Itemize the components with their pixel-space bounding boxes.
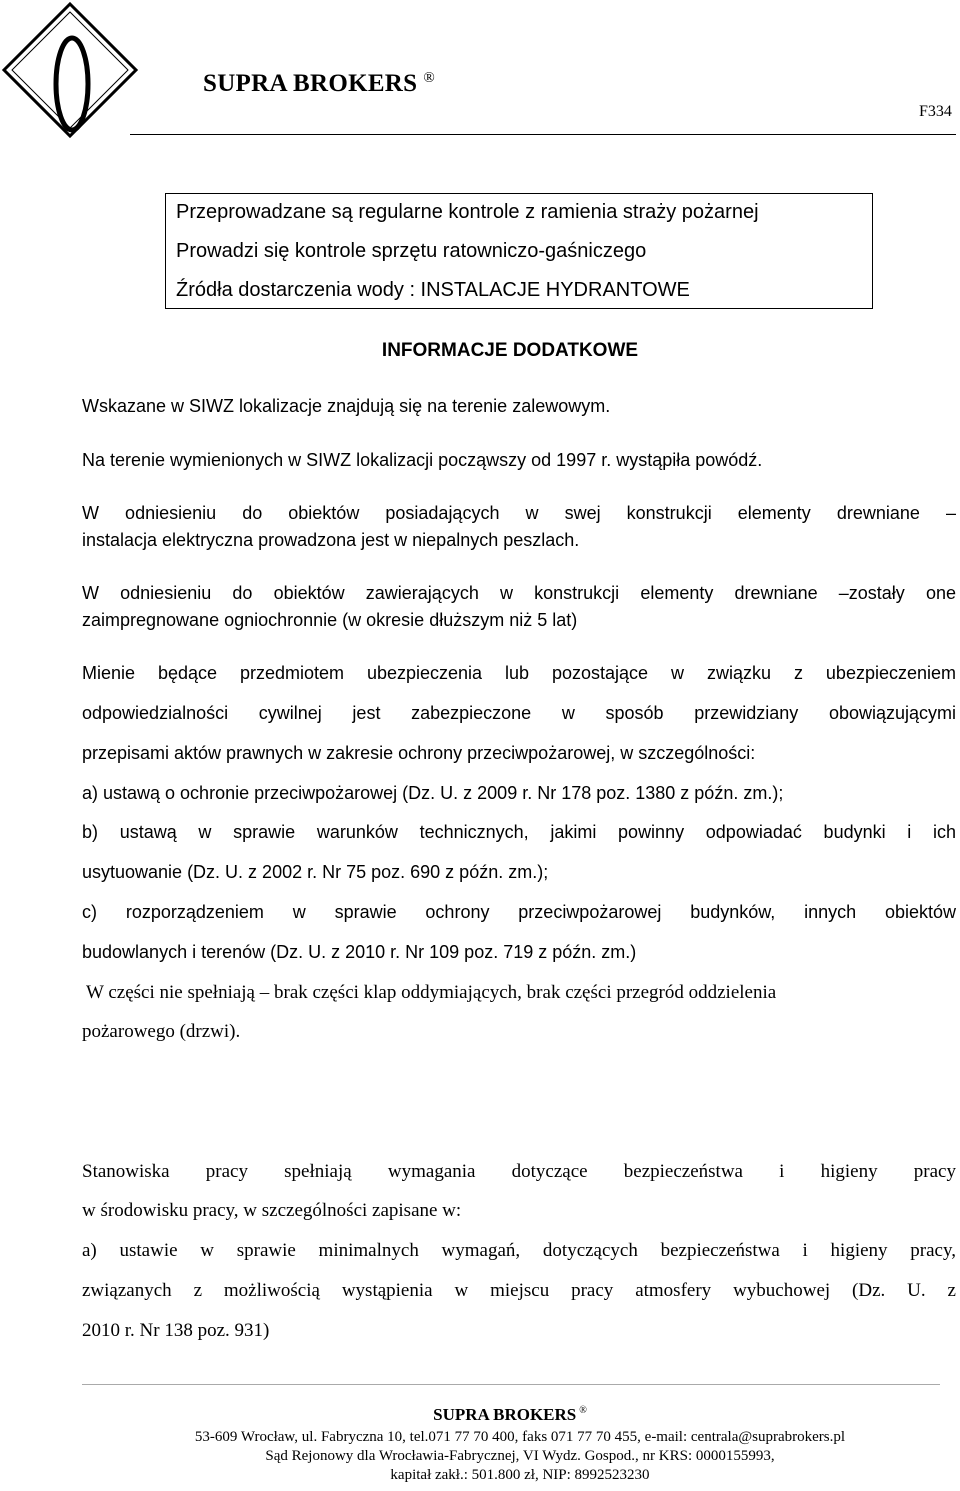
paragraph-workplace-line-2: w środowisku pracy, w szczególności zapisane w:: [82, 1200, 462, 1221]
form-code: F334: [919, 103, 952, 120]
footer-court-registration: Sąd Rejonowy dla Wrocławia-Fabrycznej, VI Wydz. Gospod., nr KRS: 0000155993,: [265, 1448, 775, 1464]
paragraph-impregnation-line-1: W odniesieniu do obiektów zawierających w konstrukcji elementy drewniane –zostały one: [82, 583, 956, 603]
list-item-b-line-2: usytuowanie (Dz. U. z 2002 r. Nr 75 poz. 690 z późn. zm.);: [82, 862, 549, 882]
paragraph-regulation-line-3: 2010 r. Nr 138 poz. 931): [82, 1320, 270, 1341]
footer-capital: kapitał zakł.: 501.800 zł, NIP: 8992523230: [390, 1467, 650, 1483]
registered-mark: ®: [579, 1405, 587, 1416]
paragraph-regulation-line-1: a) ustawie w sprawie minimalnych wymagań, dotyczących bezpieczeństwa i higieny pracy,: [82, 1240, 956, 1261]
list-item-c-line-1: c) rozporządzeniem w sprawie ochrony przeciwpożarowej budynków, innych obiektów: [82, 902, 956, 922]
paragraph-property-line-3: przepisami aktów prawnych w zakresie ochrony przeciwpożarowej, w szczególności:: [82, 743, 756, 763]
paragraph-impregnation-line-2: zaimpregnowane ogniochronnie (w okresie dłuższym niż 5 lat): [82, 610, 578, 630]
paragraph-partial-line-2: pożarowego (drzwi).: [82, 1021, 241, 1042]
paragraph-property-line-1: Mienie będące przedmiotem ubezpieczenia lub pozostające w związku z ubezpieczeniem: [82, 663, 956, 683]
registered-mark: ®: [423, 70, 436, 86]
paragraph-flood-zone: Wskazane w SIWZ lokalizacje znajdują się na terenie zalewowym.: [82, 396, 611, 416]
list-item-a: a) ustawą o ochronie przeciwpożarowej (Dz. U. z 2009 r. Nr 178 poz. 1380 z późn. zm.);: [82, 783, 784, 803]
header-company-name: SUPRA BROKERS ®: [203, 70, 436, 97]
box-line: Prowadzi się kontrole sprzętu ratowniczo-gaśniczego: [176, 240, 647, 262]
footer-address: 53-609 Wrocław, ul. Fabryczna 10, tel.071 77 70 400, faks 071 77 70 455, e-mail: centrala@suprabrokers.pl: [194, 1429, 846, 1445]
paragraph-regulation-line-2: związanych z możliwością wystąpienia w miejscu pracy atmosfery wybuchowej (Dz. U. z: [82, 1280, 956, 1301]
paragraph-workplace-line-1: Stanowiska pracy spełniają wymagania dotyczące bezpieczeństwa i higieny pracy: [82, 1161, 956, 1182]
footer-divider: [82, 1384, 940, 1385]
paragraph-wooden-line-1: W odniesieniu do obiektów posiadających w swej konstrukcji elementy drewniane –: [82, 503, 956, 523]
paragraph-flood-history: Na terenie wymienionych w SIWZ lokalizacji począwszy od 1997 r. wystąpiła powódź.: [82, 450, 763, 470]
footer-company-name: SUPRA BROKERS ®: [433, 1405, 587, 1424]
paragraph-property-line-2: odpowiedzialności cywilnej jest zabezpieczone w sposób przewidziany obowiązującymi: [82, 703, 956, 723]
paragraph-partial-line-1: W części nie spełniają – brak części klap oddymiających, brak części przegród oddzielenia: [86, 982, 777, 1003]
company-logo-icon: [0, 0, 200, 170]
section-title: INFORMACJE DODATKOWE: [381, 340, 639, 361]
list-item-c-line-2: budowlanych i terenów (Dz. U. z 2010 r. Nr 109 poz. 719 z późn. zm.): [82, 942, 637, 962]
header-divider: [130, 134, 956, 135]
fire-control-box: [165, 193, 873, 309]
list-item-b-line-1: b) ustawą w sprawie warunków technicznych, jakimi powinny odpowiadać budynki i ich: [82, 822, 956, 842]
box-line: Przeprowadzane są regularne kontrole z ramienia straży pożarnej: [176, 201, 759, 223]
paragraph-wooden-line-2: instalacja elektryczna prowadzona jest w niepalnych peszlach.: [82, 530, 580, 550]
box-line: Źródła dostarczenia wody : INSTALACJE HYDRANTOWE: [176, 279, 690, 301]
